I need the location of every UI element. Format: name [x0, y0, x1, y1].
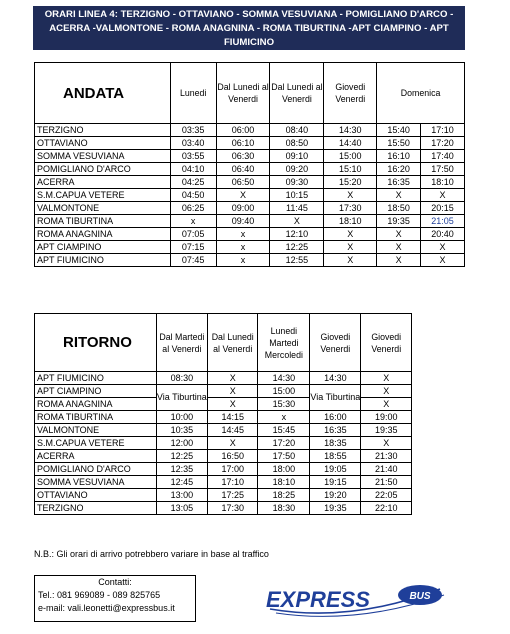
table-row [35, 385, 412, 398]
ritorno-header: Giovedi Venerdi [310, 314, 361, 372]
time-cell: 19:20 [310, 489, 361, 502]
time-cell: 04:10 [170, 163, 216, 176]
time-cell: 18:55 [310, 450, 361, 463]
andata-table [34, 62, 465, 267]
banner-line-2: ACERRA -VALMONTONE - ROMA ANAGNINA - ROMA TIBURTINA -APT CIAMPINO - APT [49, 23, 449, 34]
time-cell: 03:40 [170, 137, 216, 150]
time-cell: 14:30 [324, 124, 377, 137]
traffic-note: N.B.: Gli orari di arrivo potrebbero variare in base al traffico [34, 549, 269, 559]
stop-name: ROMA ANAGNINA [35, 228, 171, 241]
time-cell: 18:10 [258, 476, 310, 489]
time-cell: 22:10 [361, 502, 412, 515]
time-cell: 16:35 [377, 176, 421, 189]
time-cell: 12:25 [156, 450, 207, 463]
time-cell: 15:00 [258, 385, 310, 398]
time-cell: 17:25 [207, 489, 258, 502]
stop-name: APT FIUMICINO [35, 372, 157, 385]
table-row [35, 241, 465, 254]
time-cell: 19:35 [361, 424, 412, 437]
time-cell: 18:10 [324, 215, 377, 228]
time-cell: X [377, 254, 421, 267]
logo-badge: BUS [409, 591, 431, 602]
time-cell: x [170, 215, 216, 228]
time-cell: 21:40 [361, 463, 412, 476]
time-cell: 18:30 [258, 502, 310, 515]
contacts-title: Contatti: [98, 577, 132, 587]
time-cell: 11:45 [270, 202, 324, 215]
time-cell: 06:25 [170, 202, 216, 215]
time-cell: X [207, 385, 258, 398]
time-cell: 09:00 [216, 202, 270, 215]
time-cell: 17:20 [258, 437, 310, 450]
time-cell: 15:40 [377, 124, 421, 137]
stop-name: ACERRA [35, 450, 157, 463]
stop-name: SOMMA VESUVIANA [35, 476, 157, 489]
logo-word: EXPRESS [266, 587, 370, 612]
time-cell: X [421, 241, 465, 254]
stop-name: VALMONTONE [35, 424, 157, 437]
stop-name: ROMA ANAGNINA [35, 398, 157, 411]
contacts-phone: Tel.: 081 969089 - 089 825765 [38, 590, 161, 600]
stop-name: TERZIGNO [35, 124, 171, 137]
table-row [35, 124, 465, 137]
table-row [35, 150, 465, 163]
table-row [35, 489, 412, 502]
time-cell: 15:10 [324, 163, 377, 176]
time-cell: 08:30 [156, 372, 207, 385]
time-cell: X [361, 385, 412, 398]
time-cell: 14:30 [258, 372, 310, 385]
time-cell: 17:00 [207, 463, 258, 476]
time-cell: X [377, 241, 421, 254]
stop-name: OTTAVIANO [35, 137, 171, 150]
ritorno-table [34, 313, 412, 515]
time-cell: 12:10 [270, 228, 324, 241]
time-cell: 21:50 [361, 476, 412, 489]
time-cell: 09:40 [216, 215, 270, 228]
time-cell: 20:15 [421, 202, 465, 215]
time-cell: 03:55 [170, 150, 216, 163]
via-tiburtina-cell: Via Tiburtina [310, 385, 361, 411]
time-cell: 14:15 [207, 411, 258, 424]
time-cell: 14:30 [310, 372, 361, 385]
table-row [35, 163, 465, 176]
stop-name: ACERRA [35, 176, 171, 189]
time-cell: 16:20 [377, 163, 421, 176]
andata-header: Dal Lunedi al Venerdi [270, 63, 324, 124]
time-cell: 06:30 [216, 150, 270, 163]
andata-header: Dal Lunedi al Venerdi [216, 63, 270, 124]
time-cell: 12:35 [156, 463, 207, 476]
time-cell: 15:20 [324, 176, 377, 189]
time-cell: 18:35 [310, 437, 361, 450]
time-cell: X [207, 398, 258, 411]
table-row [35, 372, 412, 385]
table-row [35, 228, 465, 241]
time-cell: 12:00 [156, 437, 207, 450]
time-cell: 15:30 [258, 398, 310, 411]
time-cell: X [216, 189, 270, 202]
ritorno-header: Dal Lunedi al Venerdi [207, 314, 258, 372]
time-cell: 19:35 [310, 502, 361, 515]
time-cell: 07:15 [170, 241, 216, 254]
table-row [35, 450, 412, 463]
table-row [35, 411, 412, 424]
banner-line-1: ORARI LINEA 4: TERZIGNO - OTTAVIANO - SOMMA VESUVIANA - POMIGLIANO D'ARCO - [44, 9, 454, 20]
table-row [35, 254, 465, 267]
stop-name: S.M.CAPUA VETERE [35, 437, 157, 450]
stop-name: APT CIAMPINO [35, 241, 171, 254]
stop-name: ROMA TIBURTINA [35, 215, 171, 228]
time-cell: 12:55 [270, 254, 324, 267]
time-cell: 14:45 [207, 424, 258, 437]
time-cell: X [421, 254, 465, 267]
time-cell: 19:15 [310, 476, 361, 489]
time-cell: 22:05 [361, 489, 412, 502]
ritorno-title: RITORNO [35, 314, 157, 372]
time-cell: 14:40 [324, 137, 377, 150]
time-cell: 06:00 [216, 124, 270, 137]
time-cell: 03:35 [170, 124, 216, 137]
time-cell: 04:25 [170, 176, 216, 189]
time-cell: 17:10 [207, 476, 258, 489]
time-cell: 19:05 [310, 463, 361, 476]
table-row [35, 437, 412, 450]
ritorno-header: Giovedi Venerdi [361, 314, 412, 372]
time-cell: 09:20 [270, 163, 324, 176]
table-row [35, 463, 412, 476]
route-banner [33, 6, 465, 50]
stop-name: POMIGLIANO D'ARCO [35, 463, 157, 476]
time-cell: 15:00 [324, 150, 377, 163]
time-cell: 07:45 [170, 254, 216, 267]
andata-header: Giovedi Venerdi [324, 63, 377, 124]
time-cell: X [324, 228, 377, 241]
time-cell: x [216, 254, 270, 267]
time-cell: X [324, 254, 377, 267]
time-cell: 04:50 [170, 189, 216, 202]
time-cell: X [207, 437, 258, 450]
table-row [35, 502, 412, 515]
table-row [35, 215, 465, 228]
time-cell: 18:10 [421, 176, 465, 189]
table-row [35, 137, 465, 150]
table-row [35, 176, 465, 189]
ritorno-rows [35, 372, 412, 515]
time-cell: 17:20 [421, 137, 465, 150]
table-row [35, 189, 465, 202]
time-cell: 17:50 [421, 163, 465, 176]
time-cell: 08:40 [270, 124, 324, 137]
time-cell: X [324, 189, 377, 202]
ritorno-header: Dal Martedi al Venerdi [156, 314, 207, 372]
time-cell: X [361, 437, 412, 450]
time-cell: 16:10 [377, 150, 421, 163]
time-cell: 16:50 [207, 450, 258, 463]
time-cell: X [270, 215, 324, 228]
time-cell: X [421, 189, 465, 202]
time-cell: 09:30 [270, 176, 324, 189]
table-row [35, 202, 465, 215]
time-cell: 12:25 [270, 241, 324, 254]
time-cell: 18:50 [377, 202, 421, 215]
time-cell: X [361, 398, 412, 411]
time-cell: 09:10 [270, 150, 324, 163]
table-row [35, 476, 412, 489]
table-row [35, 424, 412, 437]
time-cell: 19:00 [361, 411, 412, 424]
time-cell: 18:00 [258, 463, 310, 476]
time-cell: X [377, 189, 421, 202]
time-cell: 17:50 [258, 450, 310, 463]
time-cell: 18:25 [258, 489, 310, 502]
expressbus-logo [262, 579, 452, 621]
time-cell: X [207, 372, 258, 385]
time-cell: 12:45 [156, 476, 207, 489]
andata-title: ANDATA [35, 63, 171, 124]
time-cell: 16:00 [310, 411, 361, 424]
time-cell: 19:35 [377, 215, 421, 228]
time-cell: 17:30 [324, 202, 377, 215]
stop-name: S.M.CAPUA VETERE [35, 189, 171, 202]
time-cell: 15:45 [258, 424, 310, 437]
time-cell: x [216, 228, 270, 241]
ritorno-header: Lunedi Martedi Mercoledi [258, 314, 310, 372]
andata-rows [35, 124, 465, 267]
time-cell: 17:10 [421, 124, 465, 137]
via-tiburtina-cell: Via Tiburtina [156, 385, 207, 411]
time-cell: 10:00 [156, 411, 207, 424]
andata-header: Lunedi [170, 63, 216, 124]
time-cell: X [377, 228, 421, 241]
contacts-email: e-mail: vali.leonetti@expressbus.it [38, 603, 175, 613]
time-cell: X [361, 372, 412, 385]
time-cell: x [216, 241, 270, 254]
time-cell: 06:10 [216, 137, 270, 150]
time-cell: 15:50 [377, 137, 421, 150]
time-cell: 06:40 [216, 163, 270, 176]
time-cell: x [258, 411, 310, 424]
time-cell: 07:05 [170, 228, 216, 241]
time-cell: 10:35 [156, 424, 207, 437]
stop-name: SOMMA VESUVIANA [35, 150, 171, 163]
time-cell: X [324, 241, 377, 254]
time-cell: 21:05 [421, 215, 465, 228]
time-cell: 08:50 [270, 137, 324, 150]
time-cell: 17:40 [421, 150, 465, 163]
contacts-box [34, 575, 196, 622]
time-cell: 16:35 [310, 424, 361, 437]
time-cell: 06:50 [216, 176, 270, 189]
stop-name: POMIGLIANO D'ARCO [35, 163, 171, 176]
time-cell: 20:40 [421, 228, 465, 241]
time-cell: 13:00 [156, 489, 207, 502]
time-cell: 21:30 [361, 450, 412, 463]
stop-name: OTTAVIANO [35, 489, 157, 502]
stop-name: APT FIUMICINO [35, 254, 171, 267]
time-cell: 10:15 [270, 189, 324, 202]
andata-header: Domenica [377, 63, 465, 124]
banner-line-3: FIUMICINO [223, 37, 275, 48]
time-cell: 17:30 [207, 502, 258, 515]
stop-name: VALMONTONE [35, 202, 171, 215]
stop-name: TERZIGNO [35, 502, 157, 515]
time-cell: 13:05 [156, 502, 207, 515]
stop-name: APT CIAMPINO [35, 385, 157, 398]
stop-name: ROMA TIBURTINA [35, 411, 157, 424]
